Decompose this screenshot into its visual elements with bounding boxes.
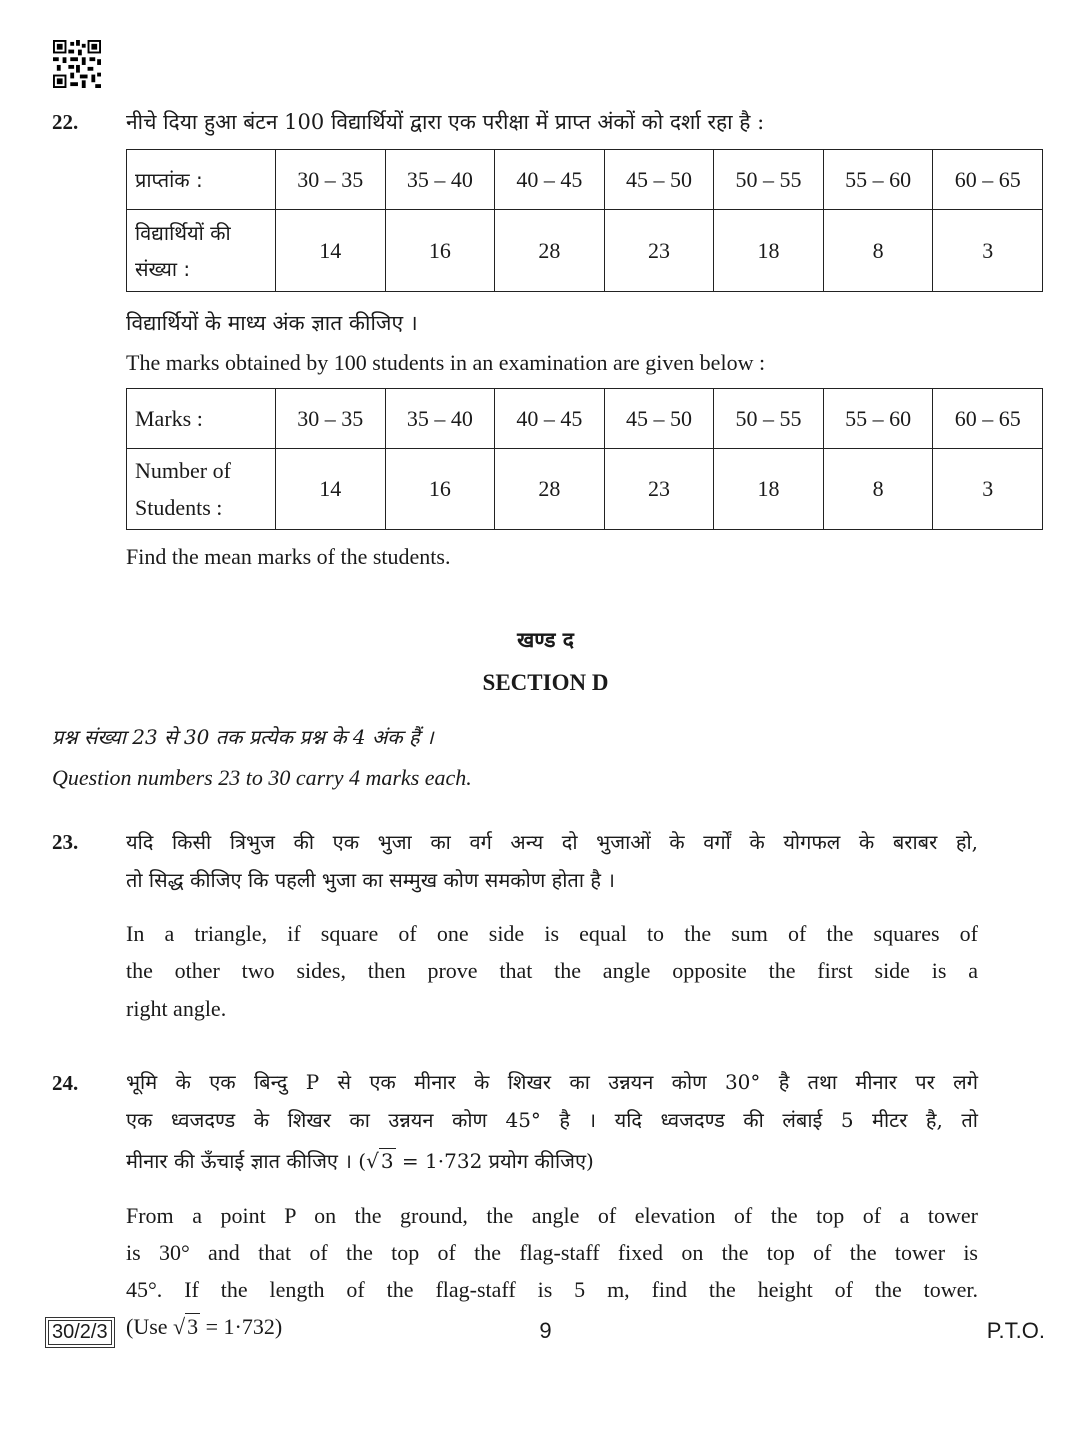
class-interval-cell: 30 – 35 <box>276 150 386 210</box>
class-interval-cell: 35 – 40 <box>385 389 495 449</box>
class-interval-cell: 60 – 65 <box>933 150 1043 210</box>
pto-label: P.T.O. <box>986 1318 1045 1343</box>
q24-hindi-line: भूमि के एक बिन्दु P से एक मीनार के शिखर का उन्नयन कोण 30° है तथा मीनार पर लगे <box>126 1070 978 1094</box>
square-root: √3 <box>173 1314 199 1339</box>
table-row <box>127 150 1043 210</box>
class-interval-cell: 40 – 45 <box>495 389 605 449</box>
class-interval-cell: 50 – 55 <box>714 389 824 449</box>
q23-english-line: In a triangle, if square of one side is equal to the sum of the squares of <box>126 921 978 946</box>
count-cell: 14 <box>276 210 386 292</box>
class-interval-cell: 55 – 60 <box>823 389 933 449</box>
q24-english-text: = 1·732) <box>200 1314 283 1339</box>
qr-code-icon <box>52 40 102 88</box>
question-number: 22. <box>52 110 79 134</box>
question-number: 23. <box>52 830 79 854</box>
q24-english-line: is 30° and that of the top of the flag-staff fixed on the top of the tower is <box>126 1240 978 1265</box>
count-cell: 14 <box>276 449 386 530</box>
q24-english-line: From a point P on the ground, the angle of elevation of the top of a tower <box>126 1203 978 1228</box>
class-interval-cell: 30 – 35 <box>276 389 386 449</box>
section-hindi-note: प्रश्न संख्या 23 से 30 तक प्रत्येक प्रश्न के 4 अंक हैं । <box>52 725 434 749</box>
q23-hindi-line: तो सिद्ध कीजिए कि पहली भुजा का सम्मुख कोण समकोण होता है । <box>126 868 615 892</box>
table-row <box>127 210 1043 292</box>
row-label <box>127 449 276 530</box>
row-label: Marks : <box>127 389 276 449</box>
table-row <box>127 449 1043 530</box>
radicand: 3 <box>187 1314 199 1339</box>
count-cell: 28 <box>495 449 605 530</box>
q24-hindi-text: = 1·732 प्रयोग कीजिए) <box>395 1149 594 1173</box>
q23-english-line: right angle. <box>126 996 227 1021</box>
count-cell: 3 <box>933 449 1043 530</box>
q24-english-line: 45°. If the length of the flag-staff is 5 m, find the height of the tower. <box>126 1277 978 1302</box>
count-cell: 3 <box>933 210 1043 292</box>
q22-english-intro: The marks obtained by 100 students in an examination are given below : <box>126 350 766 375</box>
q23-english-line: the other two sides, then prove that the angle opposite the first side is a <box>126 958 978 983</box>
q22-hindi-question: विद्यार्थियों के माध्य अंक ज्ञात कीजिए । <box>126 311 418 335</box>
radicand: 3 <box>380 1149 394 1173</box>
class-interval-cell: 40 – 45 <box>495 150 605 210</box>
row-label-line: Number of <box>135 458 231 483</box>
hindi-marks-table <box>126 149 1043 292</box>
class-interval-cell: 50 – 55 <box>714 150 824 210</box>
count-cell: 28 <box>495 210 605 292</box>
count-cell: 8 <box>823 449 933 530</box>
count-cell: 23 <box>604 449 714 530</box>
class-interval-cell: 45 – 50 <box>604 150 714 210</box>
count-cell: 18 <box>714 449 824 530</box>
q24-hindi-text: मीनार की ऊँचाई ज्ञात कीजिए । ( <box>126 1149 367 1173</box>
class-interval-cell: 45 – 50 <box>604 389 714 449</box>
row-label-line: Students : <box>135 495 223 520</box>
count-cell: 8 <box>823 210 933 292</box>
count-cell: 18 <box>714 210 824 292</box>
q24-hindi-line: एक ध्वजदण्ड के शिखर का उन्नयन कोण 45° है । यदि ध्वजदण्ड की लंबाई 5 मीटर है, तो <box>126 1108 978 1132</box>
section-english-title: SECTION D <box>482 670 609 695</box>
q24-english-text: (Use <box>126 1314 174 1339</box>
count-cell: 16 <box>385 210 495 292</box>
row-label: प्राप्तांक : <box>127 150 276 210</box>
row-label: विद्यार्थियों की संख्या : <box>127 210 276 292</box>
section-hindi-title: खण्ड द <box>517 628 574 652</box>
q24-hindi-line <box>126 1147 594 1174</box>
paper-code: 30/2/3 <box>48 1320 112 1345</box>
count-cell: 23 <box>604 210 714 292</box>
square-root: √ 3 <box>366 1149 394 1173</box>
english-marks-table <box>126 388 1043 530</box>
page-number: 9 <box>539 1318 552 1343</box>
class-interval-cell: 35 – 40 <box>385 150 495 210</box>
q22-hindi-intro: नीचे दिया हुआ बंटन 100 विद्यार्थियों द्वारा एक परीक्षा में प्राप्त अंकों को दर्शा रहा है : <box>126 110 765 134</box>
q22-english-question: Find the mean marks of the students. <box>126 544 451 569</box>
count-cell: 16 <box>385 449 495 530</box>
q23-hindi-line: यदि किसी त्रिभुज की एक भुजा का वर्ग अन्य दो भुजाओं के वर्गों के योगफल के बराबर हो, <box>126 830 978 854</box>
table-row <box>127 389 1043 449</box>
class-interval-cell: 60 – 65 <box>933 389 1043 449</box>
class-interval-cell: 55 – 60 <box>823 150 933 210</box>
section-english-note: Question numbers 23 to 30 carry 4 marks each. <box>52 765 472 790</box>
question-number: 24. <box>52 1071 79 1095</box>
